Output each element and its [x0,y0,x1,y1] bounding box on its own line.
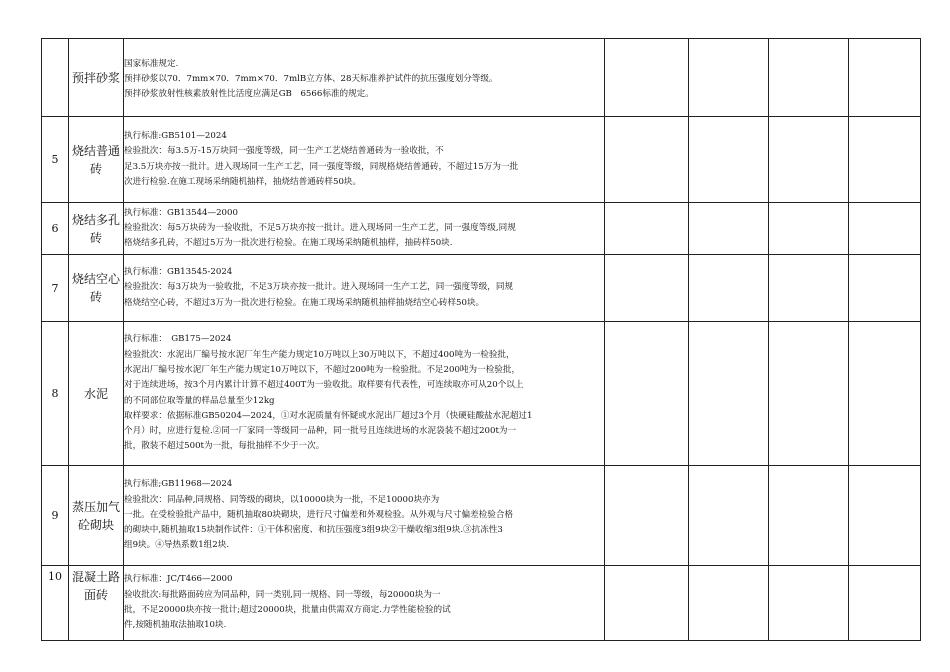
inspection-description [124,203,605,255]
row-number [42,39,69,117]
description-line: 取样要求：依据标准GB50204—2024，①对水泥质量有怀疑或水泥出厂超过3个月（快硬硅酸盐水泥超过1 [124,410,533,421]
material-name: 预拌砂浆 [69,39,124,117]
row-number: 7 [42,255,69,322]
description-line: 格烧结空心砖，不超过3万为一批次进行检验。在施工现场采纳随机抽样抽烧结空心砖样50块。 [124,297,485,308]
table-row [42,203,921,255]
description-line: 执行标准;GB11968—2024 [124,479,233,490]
empty-cell [849,255,921,322]
empty-cell [689,566,769,641]
description-line: 个月）时，应进行复检.②同一厂家同一等级同一品种，同一批号且连续进场的水泥袋装不超过200t为一 [124,426,517,437]
empty-cell [769,255,849,322]
table-row [42,39,921,117]
inspection-description [124,566,605,641]
table-row [42,322,921,466]
empty-cell [689,466,769,566]
empty-cell [689,39,769,117]
empty-cell [849,322,921,466]
description-line: 执行标准：GB13544—2000 [124,207,238,218]
table-row [42,566,921,641]
description-line: 执行标准：GB13545-2024 [124,267,233,278]
inspection-description [124,39,605,117]
description-line: 件,按随机抽取法抽取10块. [124,620,227,631]
description-line: 格烧结多孔砖，不超过5万为一批次进行检验。在施工现场采纳随机抽样，抽砖样50块. [124,238,453,249]
description-line: 国家标准规定. [124,58,179,69]
material-name: 水泥 [69,322,124,466]
material-name: 烧结普通砖 [69,117,124,203]
inspection-description [124,117,605,203]
empty-cell [605,117,689,203]
description-line: 检验批次：每3万块为一验收批，不足3万块亦按一批计。进入现场同一生产工艺，同一强度等级，同规 [124,282,514,293]
table-row [42,466,921,566]
table-row [42,255,921,322]
empty-cell [849,39,921,117]
empty-cell [849,566,921,641]
empty-cell [605,322,689,466]
empty-cell [769,39,849,117]
inspection-description [124,255,605,322]
description-line: 执行标准：JC/T466—2000 [124,574,233,585]
description-line: 足3.5万块亦按一批计。进入现场同一生产工艺，同一强度等级，同规格烧结普通砖，不超过15万为一批 [124,161,519,172]
table-row [42,117,921,203]
empty-cell [849,466,921,566]
description-line: 组9块。④导热系数1组2块. [124,540,230,551]
empty-cell [769,322,849,466]
description-line: 验收批次:每批路面砖应为同品种，同一类别,同一规格、同一等级，每20000块为一 [124,589,441,600]
empty-cell [689,255,769,322]
description-line: 预拌砂浆放射性核素放射性比活度应满足GB 6566标准的规定。 [124,89,374,100]
description-line: 对于连续进场，按3个月内累计计算不超过400T为一验收批。取样要有代表性，可连续取亦可从20个以上 [124,380,524,391]
description-line: 检验批次：每5万块砖为一验收批，不足5万块亦按一批计。进入现场同一生产工艺，同一强度等级,同规 [124,222,516,233]
empty-cell [689,203,769,255]
empty-cell [769,203,849,255]
inspection-standards-table [41,38,921,641]
material-name: 混凝土路面砖 [69,566,124,641]
row-number: 5 [42,117,69,203]
description-line: 一批。在受检验批产品中，随机抽取80块砌块，进行尺寸偏差和外观检验。从外观与尺寸偏差检验合格 [124,509,514,520]
description-line: 的不同部位取等量的样品总量至少12kg [124,395,275,406]
description-line: 预拌砂浆以70．7mm×70．7mm×70．7mlB立方体、28天标准养护试件的抗压强度划分等级。 [124,73,498,84]
description-line: 水泥出厂编号按水泥厂年生产能力规定10万吨以下，不超过200吨为一检验批。不足200吨为一检验批， [124,364,521,375]
inspection-description [124,466,605,566]
row-number: 10 [42,566,69,641]
empty-cell [769,566,849,641]
empty-cell [769,466,849,566]
description-line: 的砌块中,随机抽取15块制作试件：①干体积密度、和抗压强度3组9块②干燥收缩3组9块.③抗冻性3 [124,525,503,536]
description-line: 检验批次：每3.5万-15万块同一强度等级，同一生产工艺烧结普通砖为一验收批，不 [124,146,444,157]
empty-cell [605,566,689,641]
empty-cell [605,39,689,117]
description-line: 次进行检验.在施工现场采纳随机抽样，抽烧结普通砖样50块。 [124,176,362,187]
empty-cell [849,203,921,255]
row-number: 9 [42,466,69,566]
row-number: 8 [42,322,69,466]
inspection-description [124,322,605,466]
row-number: 6 [42,203,69,255]
description-line: 检验批次：水泥出厂编号按水泥厂年生产能力规定10万吨以上30万吨以下，不超过400吨为一检验批， [124,349,515,360]
material-name: 烧结多孔砖 [69,203,124,255]
empty-cell [605,255,689,322]
material-name: 蒸压加气砼砌块 [69,466,124,566]
description-line: 批，不足20000块亦按一批计;超过20000块，批量由供需双方商定.力学性能检验的试 [124,605,451,615]
empty-cell [605,203,689,255]
description-line: 检验批次：同品种,同规格、同等级的砌块，以10000块为一批，不足10000块亦为 [124,494,440,505]
material-name: 烧结空心砖 [69,255,124,322]
empty-cell [769,117,849,203]
description-line: 执行标准： GB175—2024 [124,334,232,345]
description-line: 批，散装不超过500t为一批，每批抽样不少于一次。 [124,441,325,452]
empty-cell [689,117,769,203]
empty-cell [605,466,689,566]
empty-cell [689,322,769,466]
description-line: 执行标准:GB5101—2024 [124,130,227,141]
empty-cell [849,117,921,203]
